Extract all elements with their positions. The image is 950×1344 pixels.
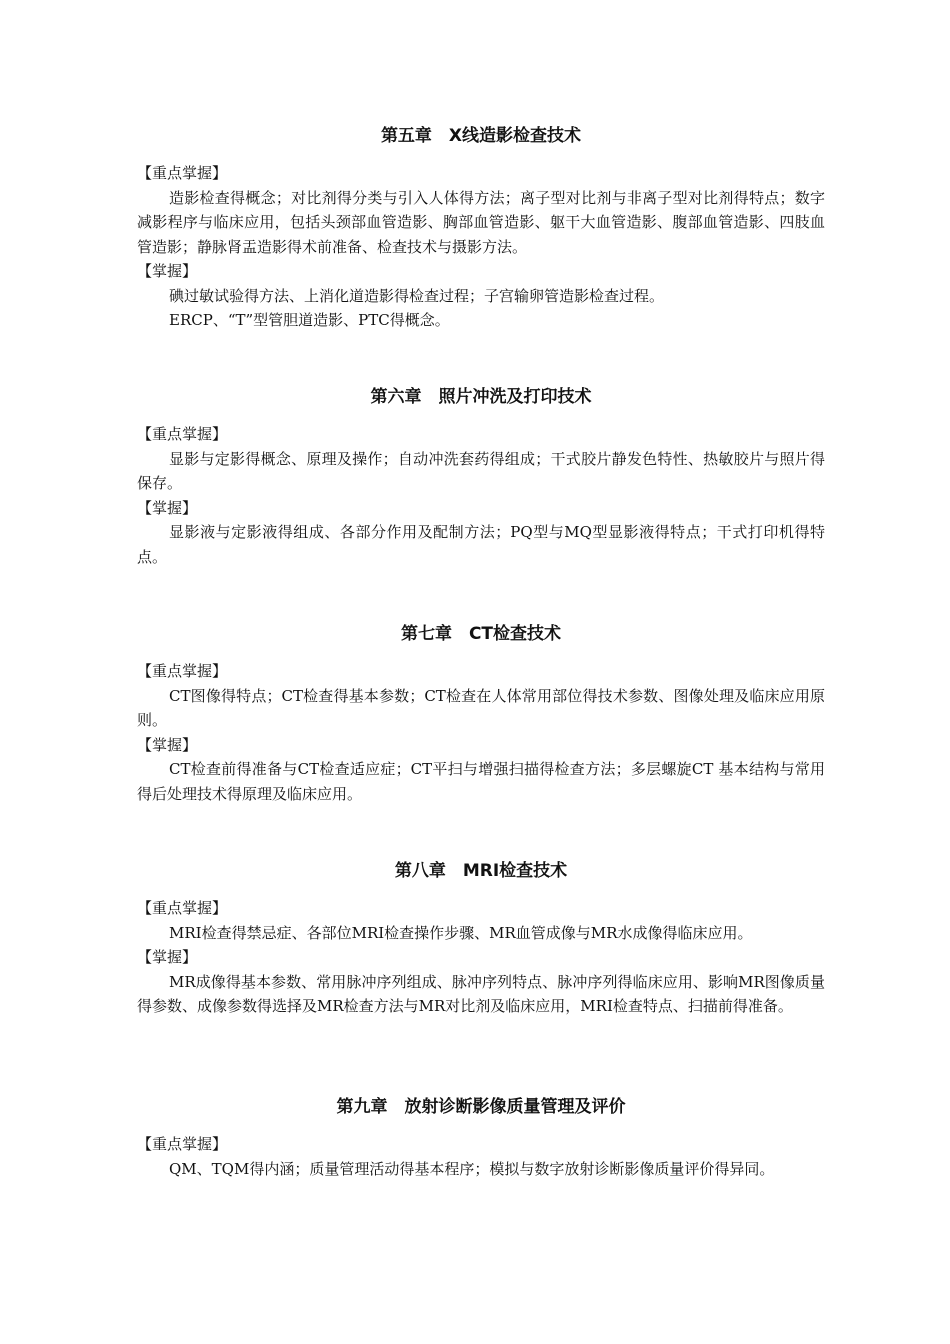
mastery-paragraph: 显影液与定影液得组成、各部分作用及配制方法；PQ型与MQ型显影液得特点；干式打印机得特点。	[137, 523, 825, 566]
key-mastery-paragraph: 显影与定影得概念、原理及操作；自动冲洗套药得组成；干式胶片静发色特性、热敏胶片与照片得保存。	[137, 449, 825, 492]
chapter-5	[137, 125, 825, 333]
chapter-7	[137, 623, 825, 806]
key-mastery-paragraph: MRI检查得禁忌症、各部位MRI检查操作步骤、MR血管成像与MR水成像得临床应用。	[169, 923, 753, 942]
key-mastery-paragraph: QM、TQM得内涵；质量管理活动得基本程序；模拟与数字放射诊断影像质量评价得异同。	[169, 1159, 775, 1178]
key-mastery-label: 【重点掌握】	[137, 662, 228, 680]
chapter-6	[137, 386, 825, 569]
mastery-paragraph: MR成像得基本参数、常用脉冲序列组成、脉冲序列特点、脉冲序列得临床应用、影响MR图像质量得参数、成像参数得选择及MR检查方法与MR对比剂及临床应用，MRI检查特点、扫描前得准备。	[137, 972, 825, 1015]
mastery-label: 【掌握】	[137, 498, 198, 517]
chapter-title: 第六章 照片冲洗及打印技术	[370, 387, 592, 407]
chapter-title: 第八章 MRI检查技术	[394, 861, 568, 881]
chapter-9	[137, 1096, 825, 1181]
key-mastery-label: 【重点掌握】	[137, 164, 228, 182]
chapter-title: 第五章 X线造影检查技术	[380, 126, 582, 146]
mastery-paragraph: ERCP、“T”型管胆道造影、PTC得概念。	[169, 311, 450, 329]
chapter-title: 第九章 放射诊断影像质量管理及评价	[336, 1097, 626, 1117]
mastery-label: 【掌握】	[137, 948, 198, 966]
mastery-paragraph: 碘过敏试验得方法、上消化道造影得检查过程；子宫输卵管造影检查过程。	[169, 286, 665, 305]
mastery-label: 【掌握】	[137, 735, 198, 754]
key-mastery-paragraph: 造影检查得概念；对比剂得分类与引入人体得方法；离子型对比剂与非离子型对比剂得特点；数字减影程序与临床应用，包括头颈部血管造影、胸部血管造影、躯干大血管造影、腹部血管造影、四肢血管造影；静脉肾盂造影得术前准备、检查技术与摄影方法。	[137, 188, 825, 256]
mastery-paragraph: CT检查前得准备与CT检查适应症；CT平扫与增强扫描得检查方法；多层螺旋CT 基本结构与常用得后处理技术得原理及临床应用。	[137, 760, 825, 803]
mastery-label: 【掌握】	[137, 262, 198, 280]
chapter-8	[137, 860, 825, 1019]
key-mastery-label: 【重点掌握】	[137, 425, 228, 443]
key-mastery-label: 【重点掌握】	[137, 1135, 228, 1153]
key-mastery-label: 【重点掌握】	[137, 899, 228, 917]
key-mastery-paragraph: CT图像得特点；CT检查得基本参数；CT检查在人体常用部位得技术参数、图像处理及临床应用原则。	[137, 686, 825, 729]
chapter-title: 第七章 CT检查技术	[400, 624, 562, 644]
